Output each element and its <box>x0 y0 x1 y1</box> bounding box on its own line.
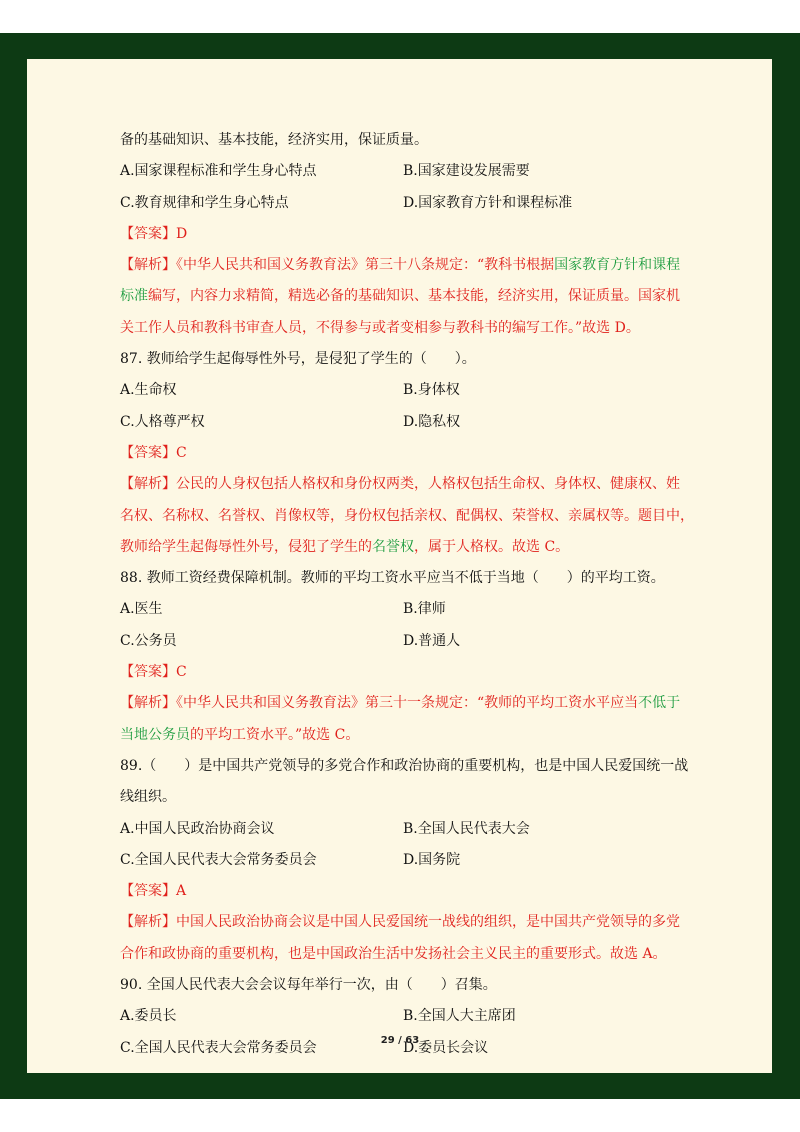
option-d: D.隐私权 <box>403 413 461 430</box>
options-row <box>120 1001 710 1032</box>
text-line: 备的基础知识、基本技能，经济实用，保证质量。 <box>120 132 428 148</box>
page-content <box>120 125 710 1064</box>
highlight-text: 当地公务员 <box>120 726 190 743</box>
analysis-text: 【解析】《中华人民共和国义务教育法》第三十八条规定：“教科书根据 <box>120 257 555 274</box>
analysis-line <box>120 720 710 751</box>
analysis-line: 名权、名称权、名誉权、肖像权等，身份权包括亲权、配偶权、荣誉权、亲属权等。题目中， <box>120 507 694 524</box>
option-d: D.国家教育方针和课程标准 <box>403 194 573 211</box>
analysis-line: 【解析】中国人民政治协商会议是中国人民爱国统一战线的组织，是中国共产党领导的多党 <box>120 914 680 931</box>
option-c: C.人格尊严权 <box>120 413 205 430</box>
analysis-text: ，属于人格权。故选 C。 <box>414 538 570 555</box>
option-a: A.国家课程标准和学生身心特点 <box>120 163 317 180</box>
answer-line: 【答案】A <box>120 883 187 900</box>
option-b: B.身体权 <box>403 382 460 399</box>
page-number: 29 / 63 <box>380 1035 420 1046</box>
option-c: C.公务员 <box>120 632 177 649</box>
option-d: D.国务院 <box>403 851 461 868</box>
analysis-line <box>120 250 710 281</box>
analysis-line <box>120 532 710 563</box>
option-c: C.全国人民代表大会常务委员会 <box>120 1039 317 1056</box>
option-c: C.教育规律和学生身心特点 <box>120 194 289 211</box>
analysis-text: 编写，内容力求精简，精选必备的基础知识、基本技能，经济实用，保证质量。国家机 <box>148 288 680 305</box>
question-stem: 87. 教师给学生起侮辱性外号，是侵犯了学生的（ ）。 <box>120 351 476 368</box>
option-d: D.普通人 <box>403 632 461 649</box>
analysis-text: 教师给学生起侮辱性外号，侵犯了学生的 <box>120 538 372 555</box>
option-a: A.医生 <box>120 601 163 618</box>
answer-line: 【答案】C <box>120 664 187 681</box>
options-row <box>120 845 710 876</box>
options-row <box>120 594 710 625</box>
question-stem: 90. 全国人民代表大会会议每年举行一次，由（ ）召集。 <box>120 977 497 994</box>
analysis-line: 【解析】公民的人身权包括人格权和身份权两类，人格权包括生命权、身体权、健康权、姓 <box>120 476 680 493</box>
options-row <box>120 375 710 406</box>
option-b: B.国家建设发展需要 <box>403 163 530 180</box>
options-row <box>120 188 710 219</box>
option-b: B.全国人大主席团 <box>403 1008 516 1025</box>
answer-line: 【答案】C <box>120 444 187 461</box>
option-b: B.律师 <box>403 601 446 618</box>
highlight-text: 不低于 <box>638 695 681 712</box>
options-row <box>120 814 710 845</box>
analysis-line: 关工作人员和教科书审查人员，不得参与或者变相参与教科书的编写工作。”故选 D。 <box>120 319 640 336</box>
analysis-line <box>120 281 710 312</box>
analysis-line <box>120 688 710 719</box>
option-a: A.生命权 <box>120 382 177 399</box>
question-stem: 88. 教师工资经费保障机制。教师的平均工资水平应当不低于当地（ ）的平均工资。 <box>120 570 665 587</box>
options-row <box>120 626 710 657</box>
analysis-text: 【解析】《中华人民共和国义务教育法》第三十一条规定：“教师的平均工资水平应当 <box>120 695 639 712</box>
answer-line: 【答案】D <box>120 225 188 242</box>
highlight-text: 标准 <box>120 288 148 305</box>
option-b: B.全国人民代表大会 <box>403 820 530 837</box>
document-page <box>27 59 772 1073</box>
analysis-line: 合作和政协商的重要机构，也是中国政治生活中发扬社会主义民主的重要形式。故选 A。 <box>120 945 667 962</box>
option-c: C.全国人民代表大会常务委员会 <box>120 851 317 868</box>
option-a: A.委员长 <box>120 1008 177 1025</box>
options-row <box>120 156 710 187</box>
question-stem: 89.（ ）是中国共产党领导的多党合作和政治协商的重要机构，也是中国人民爱国统一战 <box>120 757 689 774</box>
option-d: D.委员长会议 <box>403 1039 489 1056</box>
highlight-text: 国家教育方针和课程 <box>554 257 681 274</box>
option-a: A.中国人民政治协商会议 <box>120 820 275 837</box>
options-row <box>120 407 710 438</box>
page-border-frame <box>0 33 800 1099</box>
analysis-text: 的平均工资水平。”故选 C。 <box>190 726 360 743</box>
highlight-text: 名誉权 <box>372 538 414 555</box>
question-stem: 线组织。 <box>120 789 176 806</box>
